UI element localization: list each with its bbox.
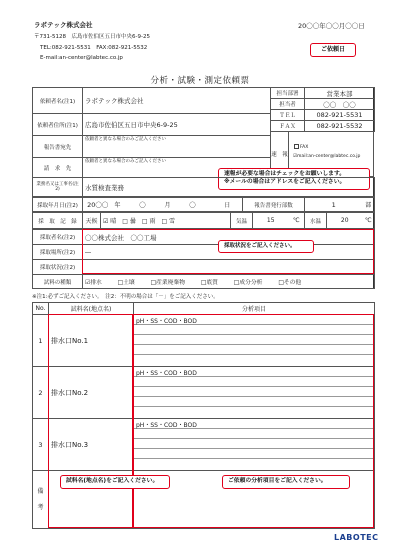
form-note: ※注1:必ずご記入ください。 注2：不明の場合は「－」をご記入ください。: [32, 294, 219, 300]
analysis-items-value: pH・SS・COD・BOD: [134, 315, 374, 325]
express-fax-option[interactable]: [293, 144, 308, 150]
water-temp-unit: ℃: [363, 213, 375, 229]
staff-fax-label: ＦＡＸ: [271, 121, 305, 132]
analysis-header-no: No.: [33, 303, 49, 315]
sample-name-field[interactable]: 排水口No.1: [49, 315, 134, 367]
remarks-label: [33, 471, 49, 529]
sample-type-option[interactable]: □その他: [278, 280, 302, 286]
request-date: 20〇〇年〇〇月〇〇日: [298, 22, 365, 30]
sampling-record-table: [32, 212, 375, 229]
express-label: 速 報: [271, 132, 289, 176]
sampling-month-field[interactable]: 〇: [123, 198, 163, 212]
staff-dept-value: 営業本部: [305, 88, 375, 99]
report-copies-unit: 部: [363, 198, 375, 212]
weather-label: 天候: [83, 213, 101, 229]
express-fax-checkbox[interactable]: [294, 144, 299, 149]
sample-name-field[interactable]: 排水口No.2: [49, 367, 134, 419]
sampler-field[interactable]: 〇〇株式会社 〇〇工場: [83, 230, 375, 245]
form-title: 分析・試験・測定依頼票: [150, 76, 250, 86]
sampling-date-table: [32, 197, 375, 212]
row-number: 1: [33, 315, 49, 367]
staff-tel-value: 082-921-5531: [305, 110, 375, 121]
sample-name-field[interactable]: 排水口No.3: [49, 419, 134, 471]
sampling-callout: 採取状況をご記入ください。: [218, 240, 314, 253]
staff-tel-label: ＴＥＬ: [271, 110, 305, 121]
client-name-label: 依頼者名(注1): [33, 88, 83, 114]
date-callout: ご依頼日: [310, 43, 356, 57]
business-label: 業務名又は工事名(注2): [33, 178, 83, 197]
sampling-day-field[interactable]: 〇: [173, 198, 213, 212]
sampling-date-label: 採取年月日(注2): [33, 198, 83, 212]
analysis-items-value: pH・SS・COD・BOD: [134, 419, 374, 429]
sample-type-option[interactable]: □産業廃棄物: [150, 280, 186, 286]
sample-type-option[interactable]: □土壌: [117, 280, 135, 286]
row-number: 2: [33, 367, 49, 419]
water-temp-label: 水温: [305, 213, 327, 229]
sampling-place-field[interactable]: ―: [83, 245, 375, 260]
company-name: ラボテック株式会社: [34, 21, 93, 29]
sample-type-option[interactable]: ☑排水: [85, 280, 102, 286]
express-callout-line-2: ※メールの場合はアドレスをご記入ください。: [224, 178, 346, 185]
sample-name-callout: 試料名(地点名)をご記入ください。: [60, 475, 170, 489]
row-number: 3: [33, 419, 49, 471]
staff-dept-label: 担当部署: [271, 88, 305, 99]
sample-type-options[interactable]: [83, 275, 375, 289]
company-postal-address: 〒731-5128 広島市佐伯区五日市中央6-9-25: [34, 34, 150, 40]
client-name-field[interactable]: ラボテック株式会社: [83, 88, 271, 114]
business-field[interactable]: 水質検査業務: [83, 178, 375, 197]
analysis-items-value: pH・SS・COD・BOD: [134, 367, 374, 377]
report-destination-field[interactable]: [83, 136, 271, 158]
sampling-year-field[interactable]: 20〇〇: [83, 198, 113, 212]
report-copies-field[interactable]: 1: [305, 198, 363, 212]
sampling-method-label: 採取状況(注2): [33, 260, 83, 275]
air-temp-label: 気温: [231, 213, 253, 229]
air-temp-field[interactable]: 15: [253, 213, 289, 229]
weather-options[interactable]: ☑ 晴 □ 曇 □ 雨 □ 雪: [101, 213, 231, 229]
water-temp-field[interactable]: 20: [327, 213, 363, 229]
report-copies-label: 報告書発行部数: [243, 198, 305, 212]
report-destination-label: 報告書宛先: [33, 136, 83, 158]
company-email: E-mail:an-center@labtec.co.jp: [40, 55, 123, 61]
remarks-label-top: 備: [37, 487, 44, 495]
air-temp-unit: ℃: [289, 213, 305, 229]
sample-column-highlight: [48, 314, 133, 528]
invoice-hint: 依頼者と異なる場合のみご記入ください: [85, 159, 166, 164]
staff-person-value: 〇〇 〇〇: [305, 99, 375, 110]
client-info-table: [32, 87, 271, 178]
sampling-month-unit: 月: [163, 198, 173, 212]
sampling-place-label: 採取場所(注2): [33, 245, 83, 260]
sample-type-label: 試料の種類: [33, 275, 83, 289]
client-address-label: 依頼者住所(注1): [33, 114, 83, 136]
staff-person-label: 担当者: [271, 99, 305, 110]
sample-type-option[interactable]: □底質: [200, 280, 218, 286]
remarks-label-bottom: 考: [37, 503, 44, 511]
report-destination-hint: 依頼者と異なる場合のみご記入ください: [85, 137, 166, 142]
labotec-logo: LABOTEC: [334, 533, 379, 542]
sample-type-table: [32, 274, 375, 289]
analysis-header-items: 分析項目: [134, 303, 375, 315]
staff-fax-value: 082-921-5532: [305, 121, 375, 132]
business-table: [32, 177, 375, 197]
invoice-label: 請 求 先: [33, 158, 83, 178]
analysis-header-sample: 試料名(地点名): [49, 303, 134, 315]
analysis-callout: ご依頼の分析項目をご記入ください。: [222, 475, 350, 489]
express-mail-option[interactable]: ☑mail:an-center@labtec.co.jp: [293, 154, 361, 159]
express-mail-text: mail:an-center@labtec.co.jp: [297, 154, 361, 159]
sampling-record-label: 採 取 記 録: [33, 213, 83, 229]
company-tel-fax: TEL:082-921-5531 FAX:082-921-5532: [40, 45, 148, 51]
sample-type-option[interactable]: □成分分析: [233, 280, 263, 286]
client-address-field[interactable]: 広島市佐伯区五日市中央6-9-25: [83, 114, 271, 136]
sampling-day-unit: 日: [213, 198, 243, 212]
sampler-label: 採取者名(注2): [33, 230, 83, 245]
staff-table: [270, 87, 375, 132]
analysis-column-highlight: [133, 314, 374, 528]
sampling-year-unit: 年: [113, 198, 123, 212]
express-callout-line-1: 速報が必要な場合はチェックをお願いします。: [224, 171, 346, 177]
express-fax-text: FAX: [300, 145, 309, 150]
